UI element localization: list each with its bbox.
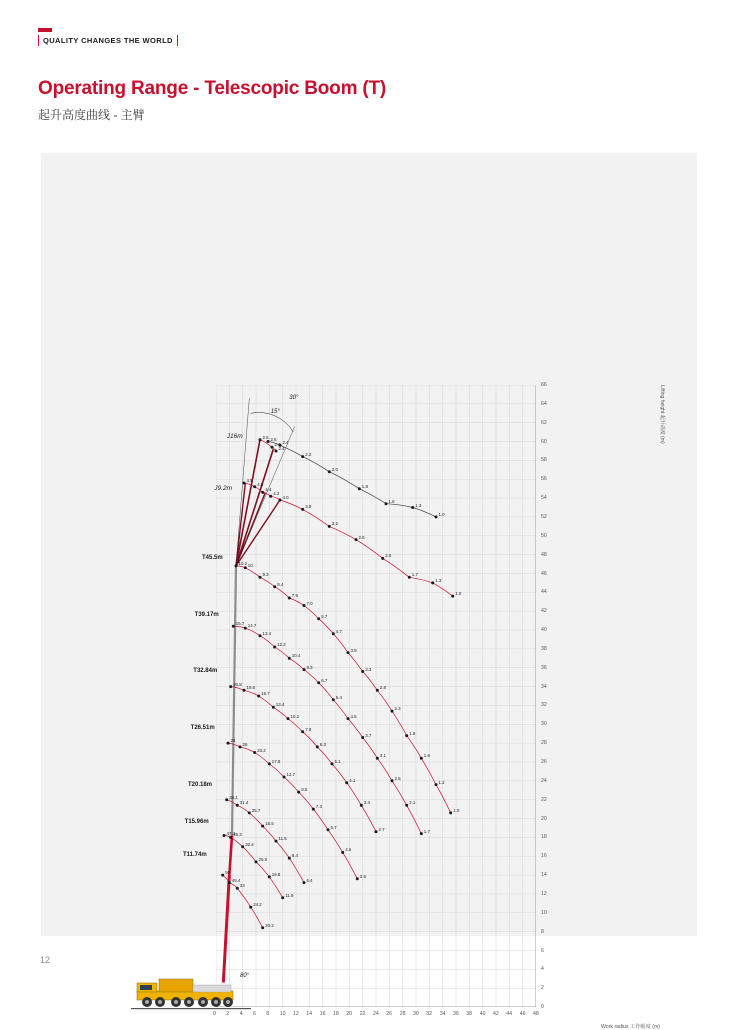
capacity-label: 14.7	[247, 623, 257, 629]
y-tick-label: 14	[541, 872, 547, 879]
capacity-label: 1.7	[411, 572, 418, 578]
capacity-label: 49.4	[231, 877, 241, 883]
capacity-label: 9.3	[262, 572, 269, 578]
capacity-label: 12.7	[286, 772, 296, 777]
capacity-label: 47.4	[226, 830, 236, 836]
capacity-label: 7.0	[306, 600, 313, 606]
capacity-label: 7.3	[315, 804, 322, 810]
y-tick-label: 24	[541, 777, 547, 784]
x-tick-label: 34	[439, 1011, 446, 1017]
capacity-label: 2.5	[394, 775, 401, 781]
capacity-label: 6.3	[319, 741, 326, 747]
capacity-label: 3.3	[365, 666, 372, 672]
capacity-label: 3.4	[363, 800, 370, 806]
page-number: 12	[40, 955, 51, 965]
y-tick-label: 34	[541, 683, 547, 690]
capacity-label: 1.3	[415, 502, 422, 508]
y-tick-label: 40	[541, 627, 547, 633]
capacity-label: 2.4	[282, 440, 289, 446]
capacity-label: 1.9	[409, 730, 416, 736]
capacity-label: 2.1	[409, 800, 416, 806]
capacity-label: 11.5	[278, 836, 287, 842]
capacity-label: 17.8	[271, 758, 281, 764]
y-tick-label: 60	[541, 438, 547, 445]
capacity-label: 7.9	[291, 593, 298, 598]
capacity-label: 2.5	[262, 434, 269, 440]
y-tick-label: 56	[541, 476, 547, 483]
capacity-label: 1.8	[361, 483, 368, 489]
capacity-label: 13.4	[262, 630, 272, 636]
x-tick-label: 12	[293, 1011, 299, 1017]
boom-length-label: T20.18m	[187, 781, 212, 788]
y-tick-label: 22	[541, 796, 547, 803]
y-tick-label: 32	[541, 702, 547, 709]
capacity-label: 25.9	[258, 856, 268, 862]
y-tick-label: 12	[541, 890, 547, 897]
capacity-label: 26	[242, 741, 248, 747]
y-tick-label: 48	[541, 551, 547, 558]
y-tick-label: 2	[541, 985, 544, 992]
y-tick-label: 26	[541, 759, 547, 765]
capacity-label: 3.5	[305, 504, 312, 510]
capacity-label: 10.2	[290, 713, 300, 719]
capacity-label: 36.1	[229, 794, 238, 800]
boom-length-label: T11.74m	[183, 852, 207, 859]
y-tick-label: 62	[541, 419, 547, 426]
capacity-label: 1.7	[423, 828, 430, 834]
y-tick-label: 64	[541, 400, 547, 407]
capacity-label: 20.2	[265, 922, 274, 928]
capacity-label: 16.5	[265, 821, 274, 827]
capacity-label: 19.6	[246, 685, 256, 691]
x-tick-label: 2	[226, 1011, 230, 1017]
capacity-label: 2.6	[358, 534, 365, 540]
capacity-label: 3.7	[365, 732, 372, 738]
brand-logo	[38, 28, 178, 46]
capacity-label: 8.4	[291, 853, 298, 859]
capacity-label: 16.8	[271, 871, 281, 877]
capacity-label: 5.7	[330, 824, 337, 830]
capacity-label: 2.6	[270, 436, 277, 442]
capacity-label: 2.4	[278, 446, 285, 451]
capacity-label: 4.5	[246, 478, 253, 483]
x-tick-label: 18	[333, 1011, 339, 1017]
capacity-label: 13.4	[275, 702, 285, 708]
x-tick-label: 14	[306, 1011, 313, 1017]
jib-length-label: J16m	[226, 432, 243, 440]
capacity-label: 2.2	[305, 451, 312, 457]
x-tick-label: 40	[479, 1011, 486, 1017]
y-tick-label: 36	[541, 664, 547, 671]
y-tick-label: 8	[541, 928, 544, 935]
capacity-label: 4.5	[350, 713, 357, 719]
capacity-label: 7.9	[305, 726, 312, 732]
capacity-label: 1.2	[438, 779, 445, 785]
x-tick-label: 10	[279, 1011, 286, 1017]
y-tick-label: 30	[541, 721, 547, 728]
angle-label: 30°	[289, 395, 299, 402]
x-tick-label: 0	[213, 1011, 216, 1017]
chart-panel	[41, 153, 697, 1030]
x-tick-label: 48	[533, 1011, 539, 1017]
capacity-label: 31.4	[239, 800, 249, 806]
capacity-label: 12.2	[277, 642, 286, 647]
brand-accent-bar	[38, 28, 52, 32]
x-tick-label: 32	[426, 1011, 433, 1017]
x-tick-label: 4	[239, 1011, 243, 1017]
jib-length-label: J9.2m	[214, 484, 232, 492]
capacity-label: 2.3	[394, 706, 401, 712]
capacity-label: 24.2	[253, 902, 262, 908]
capacity-label: 15.7	[235, 621, 245, 627]
capacity-label: 3.2	[331, 521, 338, 527]
capacity-label: 1.6	[423, 753, 430, 759]
y-axis-title: Lifting height 起升高度 (m)	[659, 385, 665, 444]
capacity-label: 33	[239, 883, 245, 889]
capacity-label: 1.6	[388, 498, 395, 504]
capacity-label: 9.5	[301, 787, 308, 793]
capacity-label: 3.6	[359, 873, 366, 879]
y-tick-label: 16	[541, 853, 547, 860]
y-tick-label: 10	[541, 909, 547, 916]
x-tick-label: 38	[466, 1011, 473, 1017]
y-tick-label: 58	[541, 457, 547, 464]
y-tick-label: 28	[541, 740, 547, 747]
capacity-label: 4.2	[273, 491, 280, 497]
boom-length-label: T32.84m	[193, 668, 218, 675]
capacity-label: 3.1	[379, 753, 386, 759]
x-tick-label: 28	[399, 1011, 406, 1017]
capacity-label: 10.2	[238, 560, 248, 566]
y-tick-label: 4	[541, 966, 544, 973]
capacity-label: 10	[247, 562, 253, 568]
capacity-label: 25.7	[251, 807, 261, 813]
y-tick-label: 50	[541, 532, 547, 539]
capacity-label: 5.4	[335, 694, 342, 700]
capacity-label: 2.0	[331, 466, 338, 472]
x-tick-label: 44	[506, 1011, 513, 1017]
capacity-label: 2.0	[385, 553, 392, 559]
y-tick-label: 46	[541, 570, 547, 577]
y-tick-label: 38	[541, 645, 547, 652]
capacity-label: 4.5	[257, 481, 264, 487]
boom-length-label: T26.51m	[190, 725, 215, 731]
capacity-label: 5.1	[334, 758, 341, 764]
y-tick-label: 18	[541, 834, 547, 841]
x-tick-label: 36	[453, 1011, 459, 1017]
x-tick-label: 22	[359, 1011, 366, 1017]
y-tick-label: 0	[541, 1004, 544, 1010]
capacity-label: 6.7	[321, 677, 328, 683]
x-tick-label: 24	[373, 1011, 379, 1017]
capacity-label: 16.7	[261, 691, 270, 696]
capacity-label: 6.4	[306, 877, 313, 883]
capacity-label: 1.3	[435, 577, 442, 583]
capacity-label: 2.7	[274, 442, 281, 448]
capacity-label: 2.8	[379, 685, 386, 691]
chart-curves	[216, 385, 536, 1007]
capacity-label: 4.6	[345, 847, 352, 853]
capacity-label: 4.1	[349, 777, 356, 783]
capacity-label: 20.8	[233, 681, 242, 687]
x-tick-label: 30	[413, 1011, 419, 1017]
crane-illustration	[131, 965, 251, 1013]
x-tick-label: 16	[319, 1011, 326, 1017]
boom-length-label: T15.96m	[184, 819, 209, 826]
capacity-label: 4.4	[265, 487, 272, 493]
capacity-label: 45.3	[233, 832, 242, 838]
capacity-label: 8.3	[306, 664, 313, 670]
capacity-label: 26	[230, 738, 236, 744]
capacity-label: 50	[225, 870, 231, 876]
capacity-label: 8.4	[277, 581, 284, 587]
x-tick-label: 46	[519, 1011, 526, 1017]
y-tick-label: 52	[541, 513, 547, 520]
x-tick-label: 6	[253, 1011, 256, 1017]
boom-length-label: T39.17m	[194, 611, 219, 618]
y-tick-label: 44	[541, 589, 547, 596]
capacity-label: 10.4	[291, 653, 301, 659]
page-subtitle: 起升高度曲线 - 主臂	[38, 108, 145, 122]
boom-length-label: T45.5m	[202, 555, 223, 562]
x-axis-title: Work radius 工作幅度 (m)	[601, 1024, 660, 1030]
x-tick-label: 20	[346, 1011, 353, 1017]
capacity-label: 4.0	[282, 495, 289, 500]
x-tick-label: 26	[386, 1011, 393, 1017]
x-tick-label: 42	[493, 1011, 499, 1017]
angle-label: 15°	[270, 409, 280, 416]
y-tick-label: 20	[541, 815, 547, 822]
capacity-label: 23.2	[257, 747, 266, 753]
capacity-label: 1.0	[453, 807, 460, 813]
capacity-label: 11.8	[285, 892, 294, 898]
y-tick-label: 66	[541, 382, 547, 388]
capacity-label: 5.7	[321, 613, 328, 619]
y-tick-label: 42	[541, 608, 547, 615]
y-tick-label: 6	[541, 947, 544, 954]
capacity-label: 3.9	[350, 647, 357, 653]
x-tick-label: 8	[266, 1011, 270, 1017]
plot-area	[216, 385, 536, 1007]
brand-tagline: QUALITY CHANGES THE WORLD	[38, 35, 178, 46]
capacity-label: 1.0	[455, 591, 462, 597]
capacity-label: 32.4	[245, 841, 254, 847]
capacity-label: 1.0	[438, 511, 445, 517]
capacity-label: 2.7	[378, 826, 385, 832]
capacity-label: 4.7	[335, 628, 342, 634]
page-title: Operating Range - Telescopic Boom (T)	[38, 78, 387, 99]
angle-label: 80°	[240, 972, 250, 979]
y-tick-label: 54	[541, 495, 547, 502]
